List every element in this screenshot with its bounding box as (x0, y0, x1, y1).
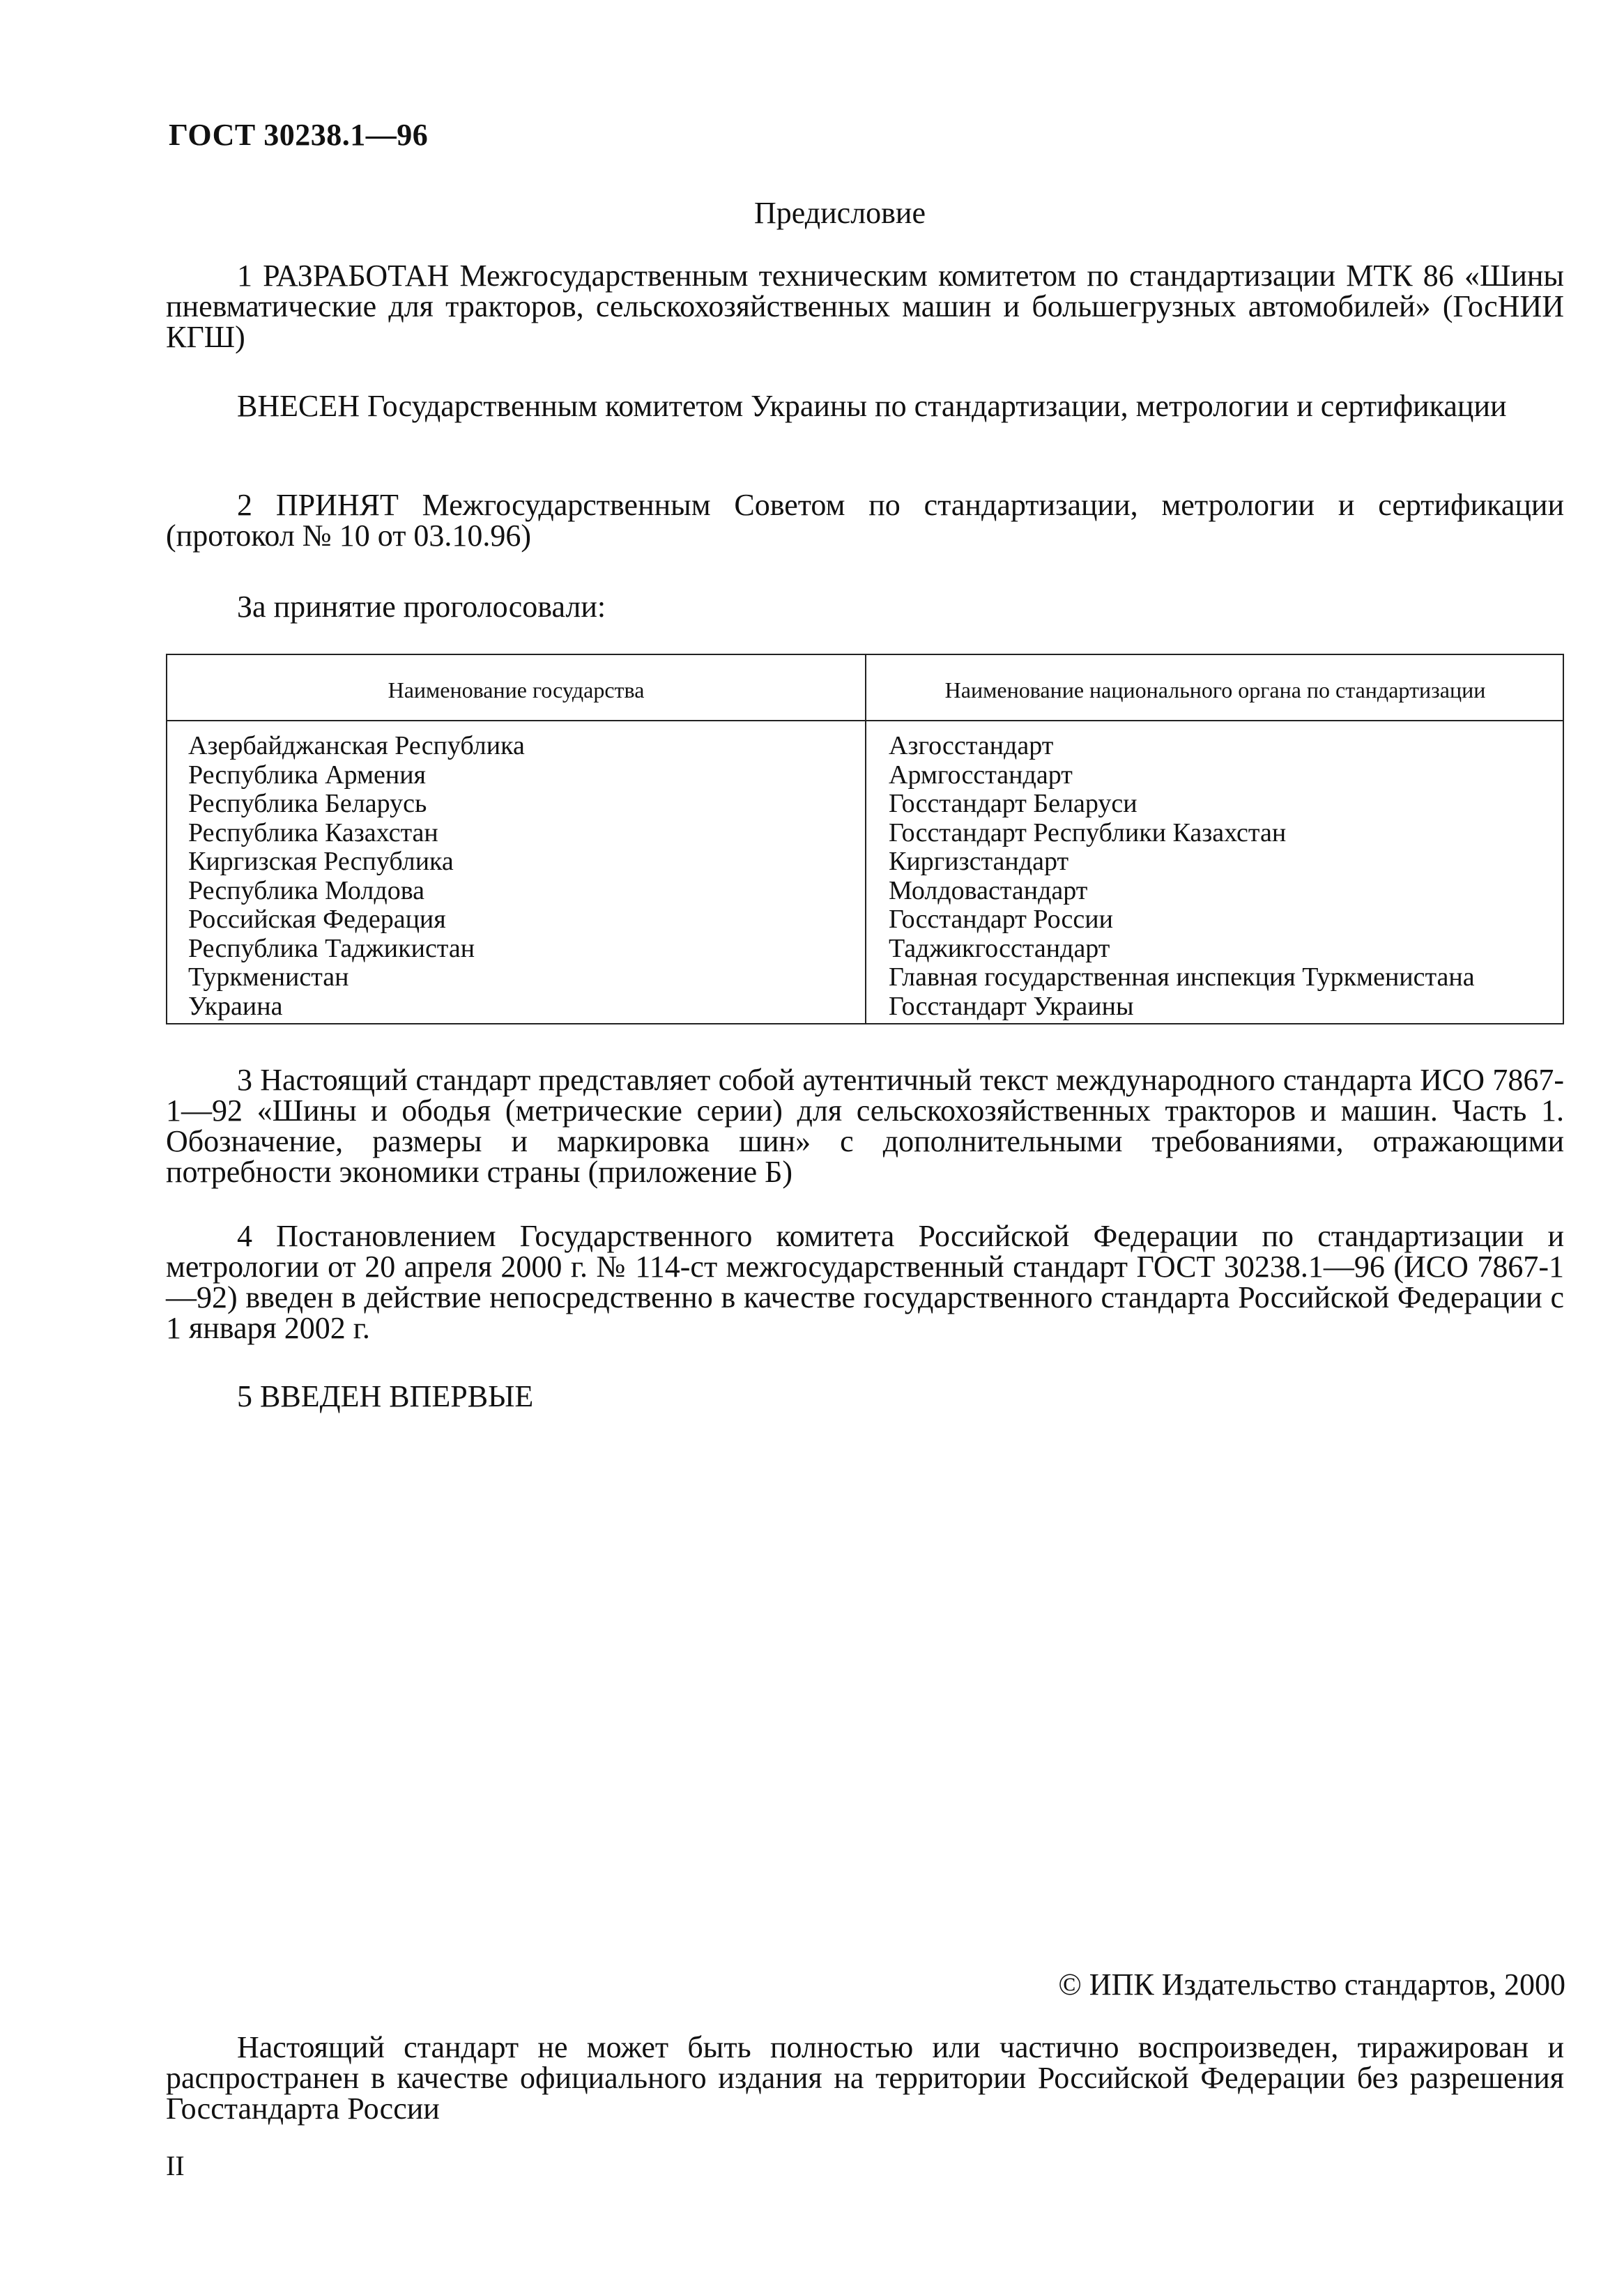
paragraph-developed-text: 1 РАЗРАБОТАН Межгосударственным техническим комитетом по стандартизации МТК 86 «Шины пневматические для тракторов, сельскохозяйственных машин и большегрузных автомобилей» (ГосНИИ КГШ) (166, 259, 1564, 354)
table-column-bodies (889, 732, 1475, 1021)
paragraph-adopted (166, 490, 1564, 551)
preface-title: Предисловие (754, 196, 926, 230)
reproduction-notice (166, 2032, 1564, 2124)
paragraph-authentic-text (166, 1065, 1564, 1188)
paragraph-voted (166, 592, 1564, 622)
paragraph-first-introduced (166, 1381, 1564, 1412)
table-cell-body: Армгосстандарт (889, 760, 1073, 790)
voting-table (166, 654, 1564, 1024)
paragraph-voted-text: За принятие проголосовали: (237, 590, 606, 624)
table-column-states (188, 732, 525, 1021)
table-cell-body: Киргизстандарт (889, 847, 1069, 876)
table-cell-body: Госстандарт Республики Казахстан (889, 817, 1287, 847)
paragraph-introduced (166, 391, 1564, 422)
paragraph-authentic-text-text: 3 Настоящий стандарт представляет собой аутентичный текст международного стандарта ИСО 7867-1—92 «Шины и ободья (метрические серии) для сельскохозяйственных тракторов и машин. Часть 1. Обозначение, размеры и маркировка шин» с дополнительными требованиями, отражающими потребности экономики страны (приложение Б) (166, 1063, 1564, 1189)
table-cell-body: Главная государственная инспекция Туркменистана (889, 962, 1475, 992)
table-cell-state: Республика Армения (188, 760, 427, 790)
table-cell-state: Азербайджанская Республика (188, 731, 525, 760)
table-cell-body: Госстандарт России (889, 905, 1113, 934)
paragraph-first-introduced-text: 5 ВВЕДЕН ВПЕРВЫЕ (237, 1379, 534, 1413)
table-header-body: Наименование национального органа по стандартизации (944, 677, 1486, 702)
table-cell-body: Госстандарт Украины (889, 991, 1134, 1021)
gost-number: ГОСТ 30238.1—96 (169, 118, 429, 152)
paragraph-developed (166, 261, 1564, 353)
table-cell-state: Республика Таджикистан (188, 933, 475, 963)
paragraph-introduced-text: ВНЕСЕН Государственным комитетом Украины по стандартизации, метрологии и сертификации (237, 389, 1507, 423)
table-header-divider (167, 720, 1563, 721)
table-cell-state: Российская Федерация (188, 905, 446, 934)
paragraph-resolution-text: 4 Постановлением Государственного комитета Российской Федерации по стандартизации и метрологии от 20 апреля 2000 г. № 114-ст межгосударственный стандарт ГОСТ 30238.1—96 (ИСО 7867-1—92) введен в действие непосредственно в качестве государственного стандарта Российской Федерации с 1 января 2002 г. (166, 1219, 1564, 1345)
table-cell-body: Таджикгосстандарт (889, 933, 1110, 963)
table-cell-state: Республика Беларусь (188, 789, 427, 818)
paragraph-adopted-text: 2 ПРИНЯТ Межгосударственным Советом по стандартизации, метрологии и сертификации (протокол № 10 от 03.10.96) (166, 488, 1564, 553)
table-cell-state: Республика Казахстан (188, 817, 438, 847)
paragraph-resolution (166, 1221, 1564, 1344)
reproduction-notice-text: Настоящий стандарт не может быть полностью или частично воспроизведен, тиражирован и распространен в качестве официального издания на территории Российской Федерации без разрешения Госстандарта России (166, 2030, 1564, 2126)
table-cell-body: Азгосстандарт (889, 731, 1054, 760)
table-cell-state: Украина (188, 991, 283, 1021)
table-column-divider (865, 655, 866, 1023)
table-header-state: Наименование государства (388, 677, 645, 702)
table-cell-state: Киргизская Республика (188, 847, 454, 876)
table-cell-state: Туркменистан (188, 962, 349, 992)
table-cell-state: Республика Молдова (188, 875, 425, 905)
copyright: © ИПК Издательство стандартов, 2000 (1058, 1967, 1565, 2002)
table-cell-body: Госстандарт Беларуси (889, 789, 1137, 818)
table-cell-body: Молдовастандарт (889, 875, 1088, 905)
page-number: II (166, 2150, 185, 2181)
